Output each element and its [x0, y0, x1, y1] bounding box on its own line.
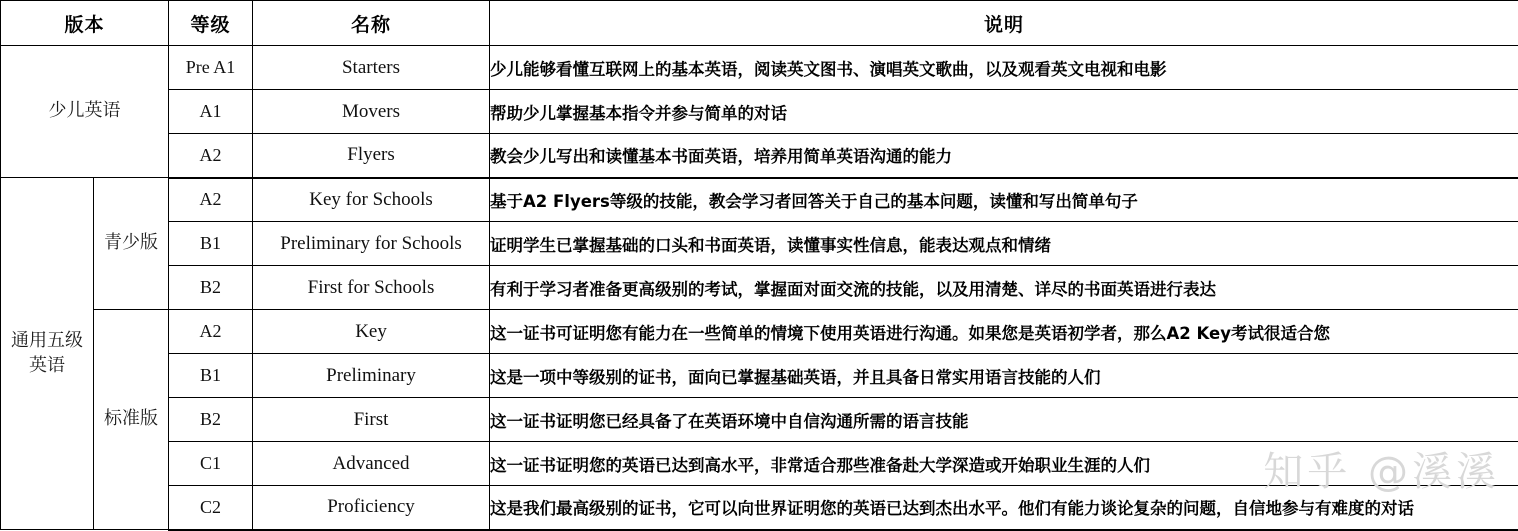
level-value: B2: [169, 266, 253, 310]
description-value: 证明学生已掌握基础的口头和书面英语，读懂事实性信息，能表达观点和情绪: [490, 222, 1518, 266]
table-row: [1, 486, 1518, 530]
table-row: [1, 266, 1518, 310]
description-value: 教会少儿写出和读懂基本书面英语，培养用简单英语沟通的能力: [490, 134, 1518, 178]
level-value: B1: [169, 354, 253, 398]
table-row: [1, 354, 1518, 398]
description-value: 这是一项中等级别的证书，面向已掌握基础英语，并且具备日常实用语言技能的人们: [490, 354, 1518, 398]
level-value: A2: [169, 310, 253, 354]
table-header: [1, 1, 1518, 46]
table-row: [1, 90, 1518, 134]
exam-name-value: Starters: [253, 46, 490, 90]
table-row: [1, 310, 1518, 354]
version-group-general-line2: 英语: [29, 355, 65, 376]
exam-name-value: Advanced: [253, 442, 490, 486]
description-value: 帮助少儿掌握基本指令并参与简单的对话: [490, 90, 1518, 134]
level-value: A2: [169, 178, 253, 222]
level-value: Pre A1: [169, 46, 253, 90]
version-sub-youth: 青少版: [94, 178, 169, 310]
level-value: A2: [169, 134, 253, 178]
exam-name-value: Preliminary: [253, 354, 490, 398]
table-row: [1, 46, 1518, 90]
table-row: [1, 222, 1518, 266]
version-group-general: [1, 178, 94, 530]
level-value: C1: [169, 442, 253, 486]
table-row: [1, 178, 1518, 222]
table-body: [1, 46, 1518, 530]
description-value: 少儿能够看懂互联网上的基本英语，阅读英文图书、演唱英文歌曲，以及观看英文电视和电影: [490, 46, 1518, 90]
version-group-general-line1: 通用五级: [11, 330, 83, 351]
exam-name-value: Proficiency: [253, 486, 490, 530]
exam-name-value: Flyers: [253, 134, 490, 178]
description-value: 这一证书证明您的英语已达到高水平，非常适合那些准备赴大学深造或开始职业生涯的人们: [490, 442, 1518, 486]
exam-name-value: First for Schools: [253, 266, 490, 310]
column-header-description: 说明: [490, 1, 1518, 46]
description-value: 这一证书可证明您有能力在一些简单的情境下使用英语进行沟通。如果您是英语初学者，那么A2 Key考试很适合您: [490, 310, 1518, 354]
exam-name-value: Movers: [253, 90, 490, 134]
table-row: [1, 134, 1518, 178]
exam-name-value: First: [253, 398, 490, 442]
description-value: 这一证书证明您已经具备了在英语环境中自信沟通所需的语言技能: [490, 398, 1518, 442]
level-value: B2: [169, 398, 253, 442]
column-header-level: 等级: [169, 1, 253, 46]
description-value: 这是我们最高级别的证书，它可以向世界证明您的英语已达到杰出水平。他们有能力谈论复杂的问题，自信地参与有难度的对话: [490, 486, 1518, 530]
version-sub-standard: 标准版: [94, 310, 169, 530]
version-group-children: 少儿英语: [1, 46, 169, 178]
exam-name-value: Key: [253, 310, 490, 354]
level-value: C2: [169, 486, 253, 530]
zhihu-watermark: 知乎 @溪溪: [1263, 440, 1500, 497]
table-row: [1, 442, 1518, 486]
header-row: [1, 1, 1518, 46]
description-value: 有利于学习者准备更高级别的考试，掌握面对面交流的技能，以及用清楚、详尽的书面英语进行表达: [490, 266, 1518, 310]
column-header-version: 版本: [1, 1, 169, 46]
description-value: 基于A2 Flyers等级的技能，教会学习者回答关于自己的基本问题，读懂和写出简单句子: [490, 178, 1518, 222]
column-header-name: 名称: [253, 1, 490, 46]
level-value: A1: [169, 90, 253, 134]
level-value: B1: [169, 222, 253, 266]
exam-name-value: Key for Schools: [253, 178, 490, 222]
table-row: [1, 398, 1518, 442]
exam-name-value: Preliminary for Schools: [253, 222, 490, 266]
